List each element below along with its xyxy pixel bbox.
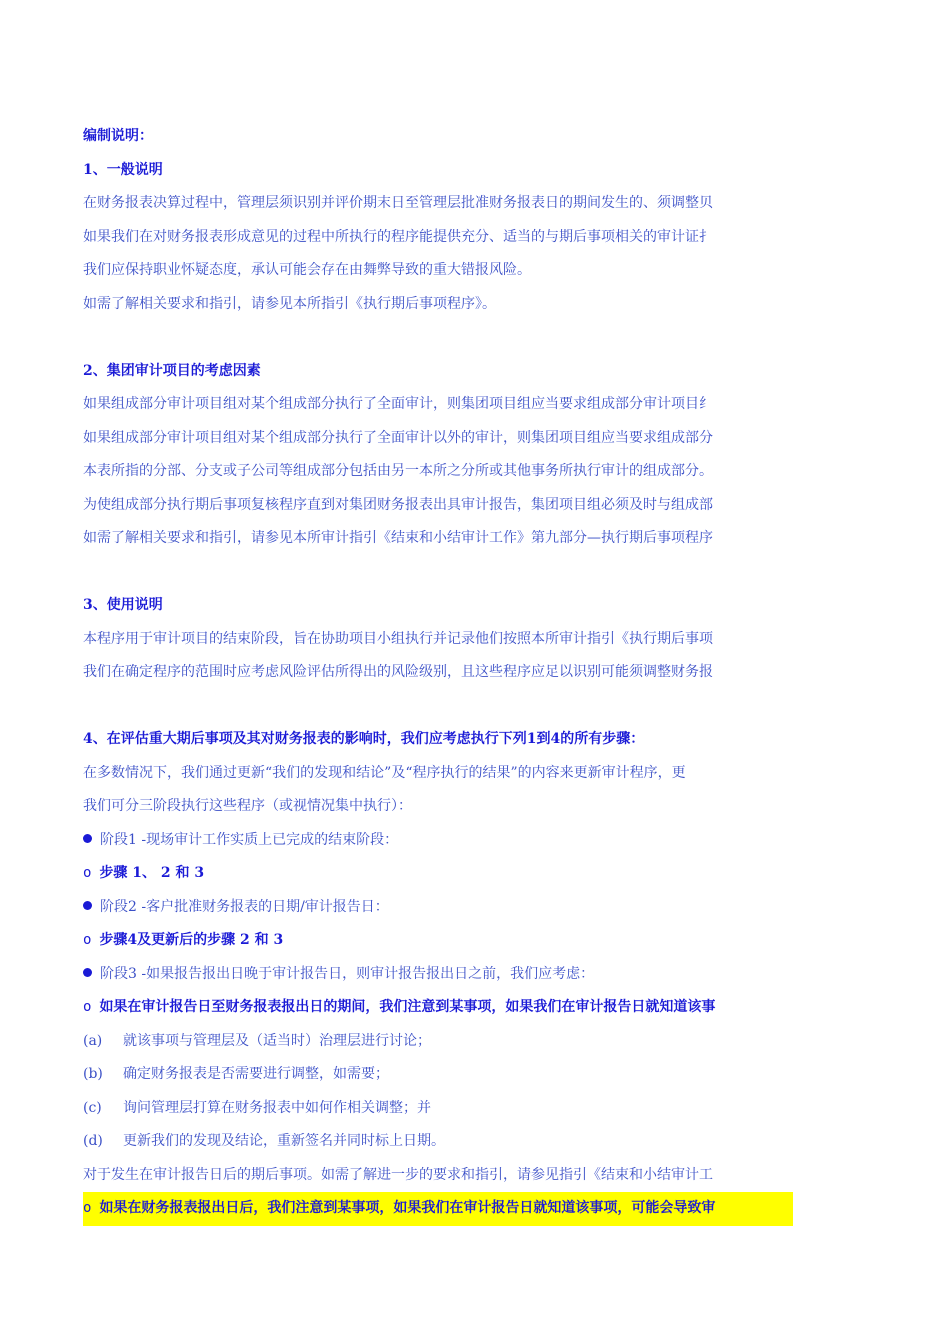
spacer	[83, 690, 809, 724]
section-3-paragraph: 我们在确定程序的范围时应考虑风险评估所得出的风险级别，且这些程序应足以识别可能须调整财务报	[83, 664, 713, 680]
highlighted-step	[83, 1192, 793, 1226]
circle-bullet-icon: o	[83, 1200, 92, 1216]
section-4-paragraph: 在多数情况下，我们通过更新“我们的发现和结论”及“程序执行的结果”的内容来更新审计程序，更	[83, 764, 686, 781]
stage-2-steps-text: 步骤4及更新后的步骤 2 和 3	[99, 932, 284, 948]
section-2-title: 2、集团审计项目的考虑因素	[83, 362, 261, 379]
list-item	[83, 1025, 809, 1059]
section-4-after-paragraph: 对于发生在审计报告日后的期后事项。如需了解进一步的要求和指引，请参见指引《结束和小结审计工	[83, 1166, 713, 1183]
bullet-dot-icon	[83, 901, 92, 910]
spacer	[83, 556, 809, 590]
circle-bullet-icon: o	[83, 999, 92, 1015]
stage-2-item	[83, 891, 809, 925]
circle-bullet-icon: o	[83, 932, 92, 948]
section-2-paragraph: 本表所指的分部、分支或子公司等组成部分包括由另一本所之分所或其他事务所执行审计的组成部分。	[83, 463, 713, 479]
stage-1-steps-text: 步骤 1、 2 和 3	[99, 865, 205, 881]
section-1-paragraph: 如果我们在对财务报表形成意见的过程中所执行的程序能提供充分、适当的与期后事项相关的审计证扌	[83, 228, 713, 245]
list-item-text: 更新我们的发现及结论，重新签名并同时标上日期。	[123, 1133, 445, 1149]
bullet-dot-icon	[83, 968, 92, 977]
list-item-label: (d)	[83, 1133, 103, 1149]
list-item	[83, 1092, 809, 1126]
stage-1-text: 阶段1 -现场审计工作实质上已完成的结束阶段：	[100, 831, 399, 848]
spacer	[83, 321, 809, 355]
highlighted-step-text: 如果在财务报表报出日后，我们注意到某事项，如果我们在审计报告日就知道该事项，可能会导致审	[99, 1200, 716, 1216]
section-1-paragraph: 在财务报表决算过程中，管理层须识别并评价期末日至管理层批准财务报表日的期间发生的、须调整贝	[83, 195, 713, 211]
section-2-paragraph: 为使组成部分执行期后事项复核程序直到对集团财务报表出具审计报告，集团项目组必须及时与组成部	[83, 496, 713, 513]
section-2-paragraph: 如果组成部分审计项目组对某个组成部分执行了全面审计，则集团项目组应当要求组成部分审计项目纟	[83, 396, 713, 412]
list-item	[83, 1058, 809, 1092]
section-4-title: 4、在评估重大期后事项及其对财务报表的影响时，我们应考虑执行下列1到4的所有步骤：	[83, 731, 645, 747]
section-1-paragraph: 我们应保持职业怀疑态度，承认可能会存在由舞弊导致的重大错报风险。	[83, 262, 531, 278]
bullet-dot-icon	[83, 834, 92, 843]
stage-2-steps	[83, 924, 809, 958]
section-3-paragraph: 本程序用于审计项目的结束阶段，旨在协助项目小组执行并记录他们按照本所审计指引《执行期后事项	[83, 630, 713, 647]
stage-3-steps-text: 如果在审计报告日至财务报表报出日的期间，我们注意到某事项，如果我们在审计报告日就知道该事	[99, 999, 716, 1015]
document-body	[83, 120, 809, 1226]
list-item-text: 确定财务报表是否需要进行调整，如需要；	[123, 1066, 389, 1082]
stage-3-text: 阶段3 -如果报告报出日晚于审计报告日，则审计报告报出日之前，我们应考虑：	[100, 965, 595, 982]
circle-bullet-icon: o	[83, 865, 92, 881]
section-2-paragraph: 如果组成部分审计项目组对某个组成部分执行了全面审计以外的审计，则集团项目组应当要求组成部分	[83, 429, 713, 446]
section-1-title: 1、一般说明	[83, 161, 163, 178]
stage-3-steps	[83, 991, 809, 1025]
list-item-text: 询问管理层打算在财务报表中如何作相关调整；并	[123, 1099, 431, 1116]
section-3-title: 3、使用说明	[83, 597, 163, 613]
doc-heading: 编制说明：	[83, 128, 153, 144]
section-2-paragraph: 如需了解相关要求和指引，请参见本所审计指引《结束和小结审计工作》第九部分—执行期后事项程序	[83, 530, 713, 546]
section-4-paragraph: 我们可分三阶段执行这些程序（或视情况集中执行）：	[83, 798, 412, 814]
list-item-label: (b)	[83, 1066, 103, 1082]
stage-2-text: 阶段2 -客户批准财务报表的日期/审计报告日：	[100, 898, 389, 915]
stage-1-item	[83, 824, 809, 858]
stage-3-item	[83, 958, 809, 992]
list-item-label: (a)	[83, 1032, 103, 1049]
stage-1-steps	[83, 857, 809, 891]
list-item	[83, 1125, 809, 1159]
section-1-paragraph: 如需了解相关要求和指引，请参见本所指引《执行期后事项程序》。	[83, 295, 496, 312]
list-item-text: 就该事项与管理层及（适当时）治理层进行讨论；	[123, 1032, 431, 1049]
list-item-label: (c)	[83, 1099, 102, 1116]
